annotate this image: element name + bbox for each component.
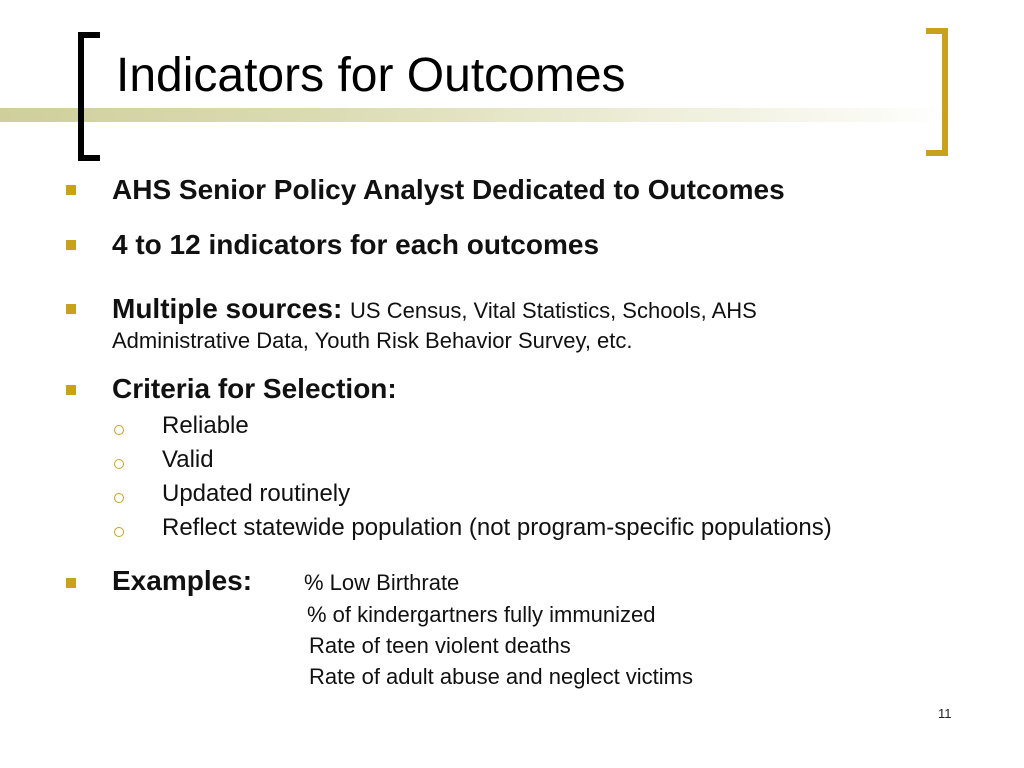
ring-bullet-icon	[114, 527, 124, 537]
slide-title: Indicators for Outcomes	[116, 49, 626, 102]
example-line: Rate of teen violent deaths	[309, 633, 571, 658]
criteria-subitem: Reliable	[162, 412, 249, 439]
bullet-heading: Criteria for Selection:	[112, 373, 397, 404]
bullet-heading: 4 to 12 indicators for each outcomes	[112, 229, 600, 260]
bullet-heading: Multiple sources:	[112, 293, 343, 324]
slide-number: 11	[938, 706, 952, 721]
ring-bullet-icon	[114, 425, 124, 435]
criteria-subitem: Updated routinely	[162, 480, 351, 507]
ring-bullet-icon	[114, 493, 124, 503]
criteria-subitem: Reflect statewide population (not program-specific populations)	[162, 514, 832, 541]
title-band	[0, 108, 960, 122]
bullet-heading-sources	[112, 295, 757, 323]
square-bullet-icon	[66, 185, 76, 195]
ring-bullet-icon	[114, 459, 124, 469]
criteria-subitem: Valid	[162, 446, 214, 473]
example-line: % of kindergartners fully immunized	[307, 602, 656, 627]
sources-detail-line2: Administrative Data, Youth Risk Behavior Survey, etc.	[112, 328, 633, 353]
square-bullet-icon	[66, 240, 76, 250]
sources-detail-line1: US Census, Vital Statistics, Schools, AHS	[350, 298, 757, 323]
right-bracket-decoration	[926, 28, 948, 156]
left-bracket-decoration	[78, 32, 100, 161]
bullet-heading: Examples:	[112, 565, 253, 596]
square-bullet-icon	[66, 578, 76, 588]
square-bullet-icon	[66, 304, 76, 314]
example-line: Rate of adult abuse and neglect victims	[309, 664, 694, 689]
square-bullet-icon	[66, 385, 76, 395]
example-line: % Low Birthrate	[304, 570, 460, 595]
bullet-heading: AHS Senior Policy Analyst Dedicated to Outcomes	[112, 174, 785, 205]
